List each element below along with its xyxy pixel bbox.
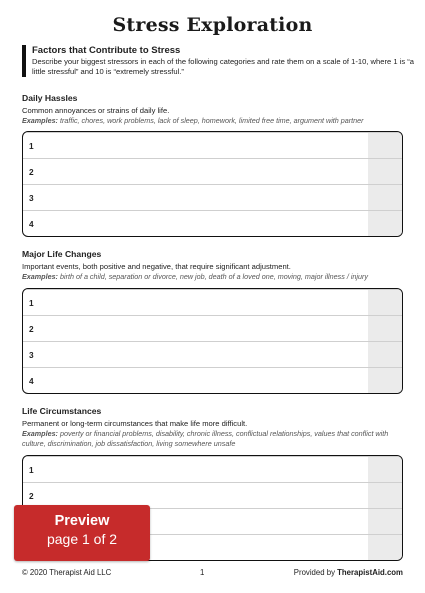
rating-cell[interactable] <box>368 509 402 534</box>
stressor-box-major-life-changes <box>22 288 403 394</box>
intro-text: Describe your biggest stressors in each of the following categories and rate them on a scale of 1-10, where 1 is “a little stressful” and 10 is “extremely stressful.” <box>32 57 414 76</box>
row-number: 2 <box>29 491 34 501</box>
rating-cell[interactable] <box>368 159 402 184</box>
footer-copyright: © 2020 Therapist Aid LLC <box>22 568 112 577</box>
stressor-row[interactable] <box>23 210 402 236</box>
footer-provided-by <box>294 568 403 577</box>
examples-text: birth of a child, separation or divorce, new job, death of a loved one, moving, major illness / injury <box>59 272 368 281</box>
section-description: Common annoyances or strains of daily life. <box>22 106 170 115</box>
examples-label: Examples: <box>22 272 58 281</box>
section-examples <box>22 116 402 126</box>
section-description: Permanent or long-term circumstances that make life more difficult. <box>22 419 248 428</box>
rating-cell[interactable] <box>368 290 402 315</box>
row-number: 3 <box>29 193 34 203</box>
stressor-row[interactable] <box>23 158 402 184</box>
page-title: Stress Exploration <box>112 14 313 36</box>
stressor-row[interactable] <box>23 367 402 393</box>
rating-cell[interactable] <box>368 185 402 210</box>
section-life-circumstances <box>22 406 402 449</box>
rating-cell[interactable] <box>368 133 402 158</box>
footer-provided-prefix: Provided by <box>293 568 338 577</box>
stressor-row[interactable] <box>23 456 402 482</box>
row-number: 1 <box>29 141 34 151</box>
row-number: 2 <box>29 167 34 177</box>
rating-cell[interactable] <box>368 483 402 508</box>
section-heading: Daily Hassles <box>22 93 78 103</box>
footer-site-link[interactable]: TherapistAid.com <box>337 568 403 577</box>
preview-badge <box>14 505 150 561</box>
row-number: 3 <box>29 350 34 360</box>
preview-label: Preview <box>54 513 110 529</box>
section-examples <box>22 272 402 282</box>
row-number: 1 <box>29 298 34 308</box>
stressor-box-daily-hassles <box>22 131 403 237</box>
stressor-row[interactable] <box>23 184 402 210</box>
section-heading: Life Circumstances <box>22 406 102 416</box>
row-number: 1 <box>29 465 34 475</box>
preview-page: page 1 of 2 <box>46 531 118 547</box>
rating-cell[interactable] <box>368 316 402 341</box>
intro-heading: Factors that Contribute to Stress <box>32 45 181 56</box>
examples-text: poverty or financial problems, disability, chronic illness, conflictual relationships, values that conflict with culture, discrimination, job dissatisfaction, living somewhere unsafe <box>22 429 389 448</box>
rating-cell[interactable] <box>368 368 402 393</box>
rating-cell[interactable] <box>368 342 402 367</box>
section-examples <box>22 429 402 449</box>
section-heading: Major Life Changes <box>22 249 102 259</box>
section-daily-hassles <box>22 93 402 126</box>
examples-text: traffic, chores, work problems, lack of sleep, homework, limited free time, argument with partner <box>59 116 364 125</box>
footer-page-number: 1 <box>200 568 205 577</box>
stressor-row[interactable] <box>23 132 402 158</box>
row-number: 2 <box>29 324 34 334</box>
row-number: 4 <box>29 376 34 386</box>
section-major-life-changes <box>22 249 402 282</box>
examples-label: Examples: <box>22 429 58 438</box>
rating-cell[interactable] <box>368 457 402 482</box>
stressor-row[interactable] <box>23 289 402 315</box>
stressor-row[interactable] <box>23 341 402 367</box>
intro-block <box>22 45 417 77</box>
rating-cell[interactable] <box>368 211 402 236</box>
section-description: Important events, both positive and negative, that require significant adjustment. <box>22 262 291 271</box>
stressor-row[interactable] <box>23 315 402 341</box>
examples-label: Examples: <box>22 116 58 125</box>
rating-cell[interactable] <box>368 535 402 560</box>
row-number: 4 <box>29 219 34 229</box>
